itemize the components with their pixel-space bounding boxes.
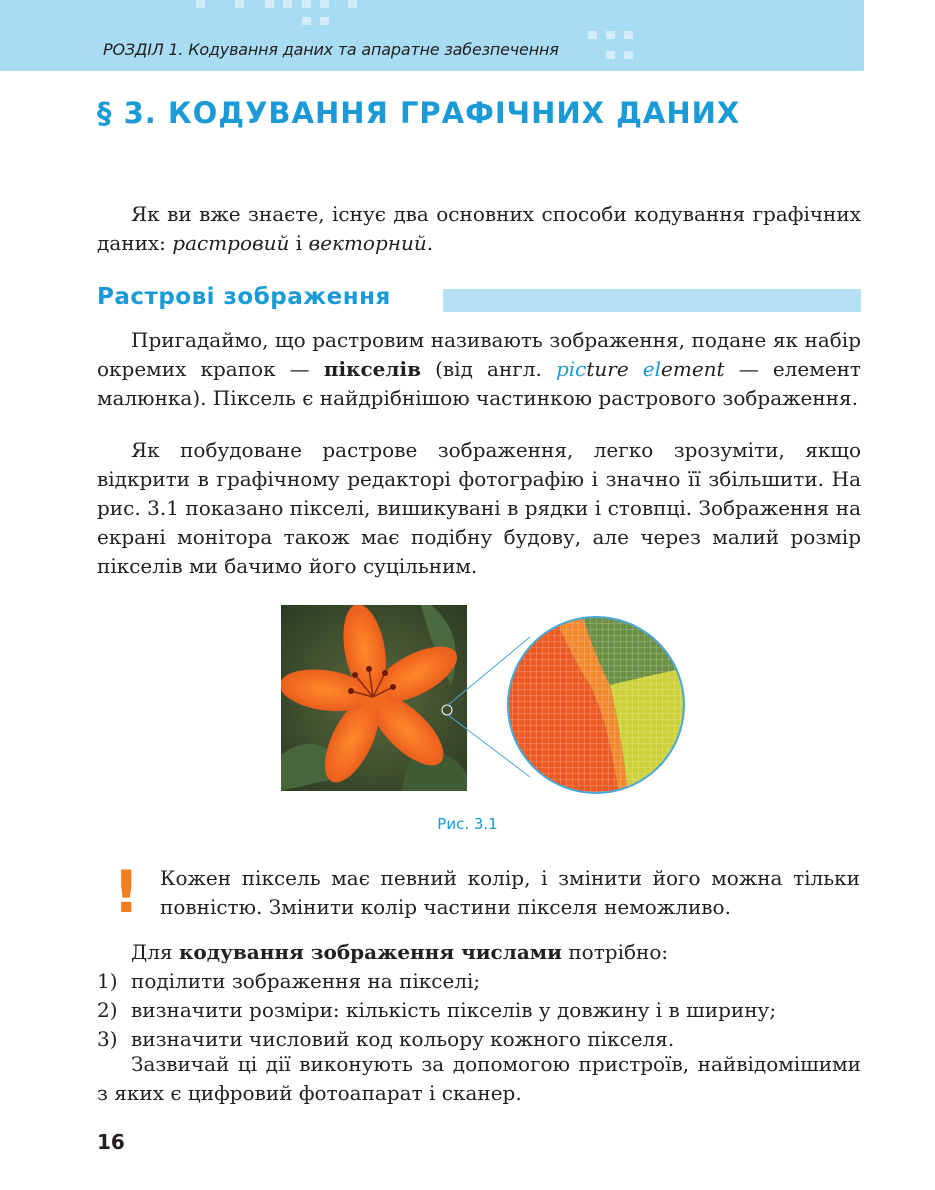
para4-text: Зазвичай ці дії виконують за допомогою пристроїв, найвідомішими з яких є цифровий фотоапарат і сканер. [97, 1052, 861, 1105]
highlight-el: el [642, 357, 662, 381]
chapter-title: § 3. КОДУВАННЯ ГРАФІЧНИХ ДАНИХ [97, 96, 741, 130]
highlight-pic: pic [555, 357, 587, 381]
english-term-space [629, 357, 643, 381]
para1-text: (від англ. [421, 357, 556, 381]
term-encoding: кодування зображення числами [178, 940, 562, 964]
important-note: Кожен піксель має певний колір, і змінити його можна тільки повністю. Змінити колір частини пікселя неможливо. [160, 866, 860, 919]
section-heading: Растрові зображення [97, 284, 391, 310]
figure-caption: Рис. 3.1 [437, 815, 498, 833]
header-decor-dot [348, 0, 357, 8]
header-decor-dot [320, 17, 329, 25]
english-term-part: ement [661, 357, 725, 381]
chapter-header-band [0, 0, 864, 71]
list-item [97, 996, 861, 1025]
list-text: визначити числовий код кольору кожного пікселя. [131, 1027, 675, 1051]
para1-text: Пригадаймо, що растровим називають зображення, подане як набір окремих крапок — [97, 328, 861, 381]
intro-end: . [426, 231, 434, 255]
list-number: 3) [97, 1027, 118, 1051]
raster-structure-paragraph [97, 436, 861, 581]
list-item [97, 967, 861, 996]
encoding-intro-paragraph [97, 938, 861, 967]
header-decor-dot [606, 31, 615, 39]
para2-text: Як побудоване растрове зображення, легко зрозуміти, якщо відкрити в графічному редакторі фотографію і значно її збільшити. На рис. 3.1 показано пікселі, вишикувані в рядки і стовпці. Зображення на екрані монітора також має подібну будову, але через малий розмір пікселів ми бачимо його суцільним. [97, 438, 861, 578]
devices-paragraph [97, 1050, 861, 1108]
english-term-part: ture [586, 357, 629, 381]
header-decor-dot [196, 0, 205, 8]
para1-text: — елемент малюнка). Піксель є найдрібнішою частинкою растрового зображення. [97, 357, 862, 410]
para3-text: потрібно: [561, 940, 669, 964]
header-decor-dot [320, 0, 329, 8]
header-decor-dot [302, 0, 311, 8]
exclamation-icon: ! [113, 858, 140, 926]
header-decor-dot [624, 51, 633, 59]
intro-and: і [289, 231, 309, 255]
header-decor-dot [624, 31, 633, 39]
header-decor-dot [283, 0, 292, 8]
list-text: визначити розміри: кількість пікселів у довжину і в ширину; [131, 998, 777, 1022]
intro-paragraph [97, 200, 861, 258]
header-decor-dot [265, 0, 274, 8]
list-number: 2) [97, 998, 118, 1022]
header-decor-dot [588, 31, 597, 39]
term-vector: векторний [308, 231, 427, 255]
list-text: поділити зображення на пікселі; [131, 969, 481, 993]
chapter-header-text: РОЗДІЛ 1. Кодування даних та апаратне забезпечення [103, 40, 559, 59]
section-heading-bar [443, 289, 861, 312]
term-pixels: пікселів [323, 357, 421, 381]
para3-text: Для [131, 940, 179, 964]
header-decor-dot [235, 0, 244, 8]
term-raster: растровий [172, 231, 290, 255]
header-decor-dot [606, 51, 615, 59]
list-number: 1) [97, 969, 118, 993]
intro-text: Як ви вже знаєте, існує два основних способи кодування графічних даних: [97, 202, 861, 255]
pixel-zoom-magnifier [440, 605, 685, 805]
header-decor-dot [302, 17, 311, 25]
encoding-steps-list [97, 967, 861, 1054]
pixel-definition-paragraph [97, 326, 861, 413]
page-number: 16 [97, 1130, 125, 1154]
